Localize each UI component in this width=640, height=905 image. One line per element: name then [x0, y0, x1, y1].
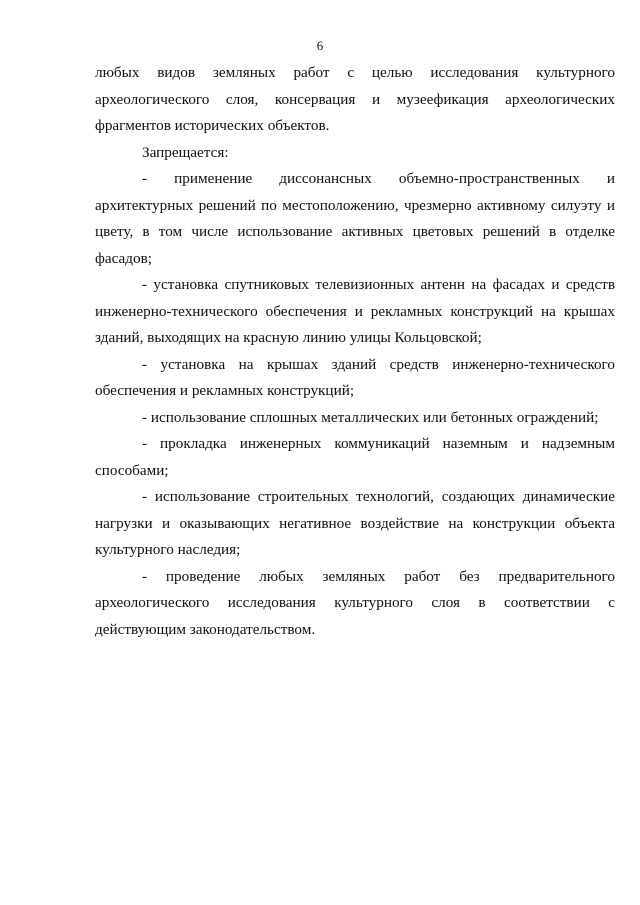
list-item-utility-lines: - прокладка инженерных коммуникаций наземным и надземным способами;: [95, 435, 615, 479]
paragraph-archaeology-intro: любых видов земляных работ с целью исследования культурного археологического слоя, консервация и музеефикация археологических фрагментов исторических объектов.: [95, 64, 615, 134]
document-body: [95, 60, 615, 643]
list-item-satellite-antennas: - установка спутниковых телевизионных антенн на фасадах и средств инженерно-технического обеспечения и рекламных конструкций на крышах зданий, выходящих на красную линию улицы Кольцовской;: [95, 276, 615, 346]
list-item-construction-technologies: - использование строительных технологий, создающих динамические нагрузки и оказывающих негативное воздействие на конструкции объекта культурного наследия;: [95, 488, 615, 558]
list-item-roof-equipment: - установка на крышах зданий средств инженерно-технического обеспечения и рекламных конструкций;: [95, 355, 615, 399]
page-number: 6: [316, 38, 324, 53]
list-item-dissonant-solutions: - применение диссонансных объемно-пространственных и архитектурных решений по местоположению, чрезмерно активному силуэту и цвету, в том числе использование активных цветовых решений в отделке фасадов;: [95, 170, 615, 267]
list-item-solid-fences: - использование сплошных металлических или бетонных ограждений;: [142, 408, 599, 426]
list-item-earthworks: - проведение любых земляных работ без предварительного археологического исследования культурного слоя в соответствии с действующим законодательством.: [95, 567, 615, 638]
paragraph-prohibited-heading: Запрещается:: [142, 143, 229, 161]
